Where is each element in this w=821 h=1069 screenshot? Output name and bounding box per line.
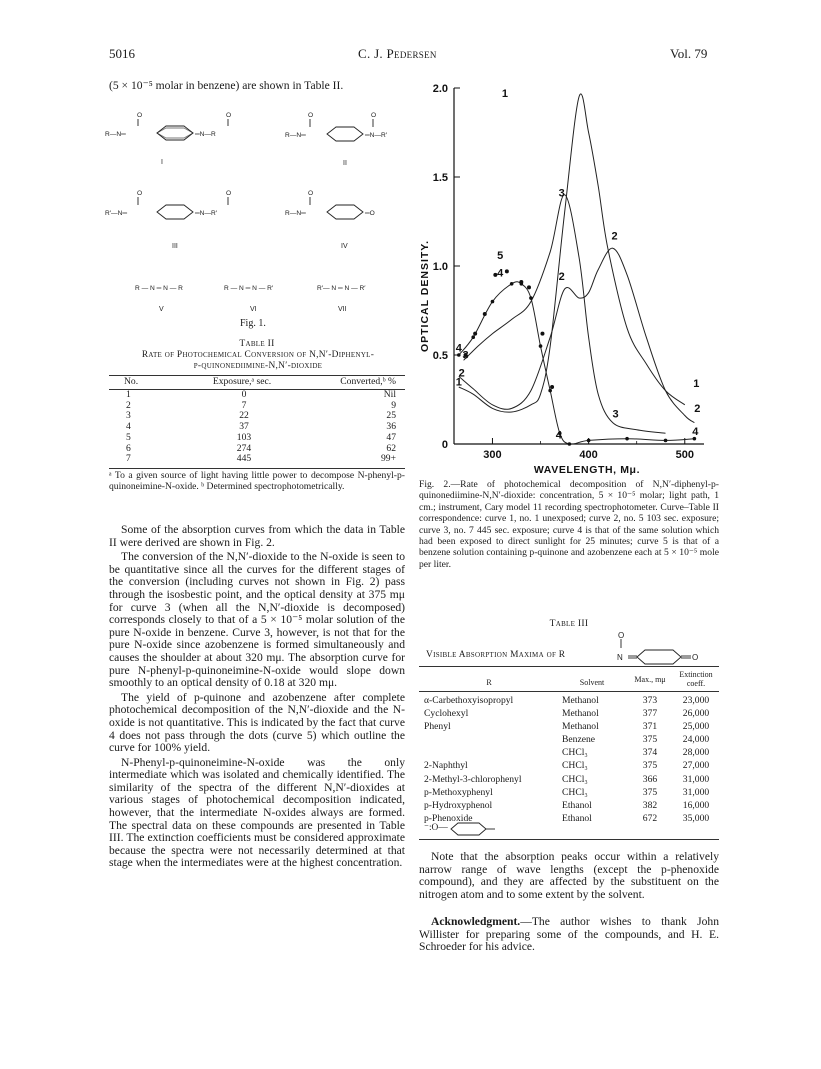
intro-text: (5 × 10⁻⁵ molar in benzene) are shown in Table II. — [109, 79, 344, 92]
fig1-numeral-i: I — [161, 159, 163, 166]
series-4-point — [491, 300, 495, 304]
table2-cell: Nil — [383, 389, 396, 400]
y-axis-label: OPTICAL DENSITY. — [419, 239, 431, 353]
fig1-v-formula: R — N ═ N — R — [135, 285, 183, 292]
table3-structure-n: N — [617, 653, 623, 662]
curve-label: 1 — [455, 376, 462, 389]
table3-row — [421, 695, 717, 706]
table3-cell: 31,000 — [682, 773, 710, 785]
table3-cell: p-Hydroxyphenol — [424, 799, 493, 811]
x-tick-label: 400 — [579, 449, 598, 461]
table2-row — [120, 401, 400, 412]
series-4-point — [664, 439, 668, 443]
left-body — [109, 524, 405, 872]
y-tick-label: 0.5 — [432, 350, 448, 362]
x-axis-label: WAVELENGTH, Mμ. — [533, 464, 641, 476]
table3-cell — [421, 747, 557, 758]
fig1-ii-right: ═N—R′ — [365, 132, 388, 139]
table3-cell: CHCl₃ — [562, 747, 588, 759]
table2-rule-bottom — [109, 468, 405, 469]
body-paragraph: The conversion of the N,N′-dioxide to the N-oxide is seen to be quantitative since all the curves for the different stages of the conversion (including curves not shown in Fig. 2) pass through the isosbestic point, and the optical density at 375 mμ for curve 3 (when all the N,N′-dioxide is decomposed) corresponds closely to that of a 5 × 10⁻⁵ molar solution of the pure N-oxide in benzene. Curve 3, however, is not that for the pure N-oxide since azobenzene is formed simultaneously and causes the shoulder at about 320 mμ. The absorption curve for pure N-phenyl-p-quinoneimine-N-oxide would slope down smoothly to an optical density of 0.18 at 320 mμ. — [109, 550, 405, 690]
table3-cell: p-Methoxyphenyl — [424, 786, 493, 798]
fig2-chart — [414, 76, 720, 476]
series-5-dot — [505, 269, 509, 273]
curve-label: 1 — [693, 378, 700, 391]
table3-cell: 31,000 — [682, 786, 710, 798]
series-1-line — [459, 94, 685, 412]
table3-header — [419, 668, 719, 690]
curve-label: 3 — [462, 349, 469, 362]
table3-body — [419, 693, 719, 826]
phenoxide-structure — [419, 822, 529, 836]
table2-cell: 1 — [126, 389, 131, 400]
curve-label: 2 — [611, 230, 618, 243]
table2-cell: 5 — [126, 431, 131, 443]
body-paragraph: N-Phenyl-p-quinoneimine-N-oxide was the only intermediate which was isolated and chemically identified. The similarity of the spectra of the different N,N′-dioxides at various stages of photochemical decomposition indicated, however, that the intermediate N-oxides always are formed. The spectral data on these compounds are presented in Table III. The extinction coefficients must be considered approximate because the spectra were not necessarily determined at that stage when the intermediates were at the highest concentration. — [109, 755, 405, 870]
table3-cell: 373 — [642, 695, 658, 706]
table3-rule-bottom — [419, 839, 719, 840]
table3-cell: Methanol — [562, 721, 599, 733]
table3-row — [421, 708, 717, 719]
body-paragraph: Note that the absorption peaks occur within a relatively narrow range of wave lengths (except the p-phenoxide compound), and they are affected by the substituent on the nitrogen atom and to some extent by the solvent. — [419, 850, 719, 901]
x-tick-label: 500 — [675, 449, 694, 461]
table2-cell: 25 — [386, 410, 396, 422]
table3-cell: Phenyl — [424, 721, 451, 733]
table3-rule-top — [419, 666, 719, 667]
table3-cell: 2-Methyl-3-chlorophenyl — [424, 773, 522, 785]
table3-row — [421, 734, 717, 745]
table3-cell: Cyclohexyl — [424, 708, 469, 720]
table2-cell: 36 — [386, 421, 396, 433]
curve-label: 1 — [501, 87, 509, 100]
table2-cell: 103 — [236, 431, 252, 443]
table3-header-max: Max., mμ — [634, 674, 666, 684]
table2-cell: 7 — [126, 453, 131, 465]
table3-row — [421, 800, 717, 811]
table3-cell: 28,000 — [682, 747, 710, 759]
series-4-point — [529, 296, 533, 300]
right-body — [419, 851, 719, 903]
fig2-caption: Fig. 2.—Rate of photochemical decomposition of N,N′-diphenyl-p-quinonediimine-N,N′-dioxide: concentration, 5 × 10⁻⁵ molar; light path, 1 cm.; instrument, Cary model 11 recording spectrophotometer. Curve–Table II correspondence: curve 1, no. 1 unexposed; curve 2, no. 5 103 sec. exposure; curve 3, no. 7 445 sec. exposure; curve 4 is that of the same solution which had been exposed to direct sunlight for 25 minutes; curve 5 is that of a benzene solution containing p-quinone and azobenzene each at 5 × 10⁻⁵ mole per liter. — [419, 479, 719, 570]
fig1-iv-left: R—N═ — [285, 210, 306, 217]
fig1-ii-left: R—N═ — [285, 132, 306, 139]
fig1-iii-oxygen-right: O — [226, 190, 232, 197]
fig1-numeral-vi: VI — [250, 306, 257, 313]
series-4-point — [510, 282, 514, 286]
table2 — [120, 377, 400, 388]
acknowledgment — [419, 916, 719, 954]
table2-title — [109, 350, 407, 372]
table2-row — [120, 444, 400, 455]
table3-structure-o-end: O — [692, 653, 699, 662]
table2-row — [120, 422, 400, 433]
table3-header-r: R — [486, 677, 492, 687]
volume-label: Vol. 79 — [670, 46, 708, 61]
page-number: 5016 — [109, 46, 135, 61]
table2-row — [120, 433, 400, 444]
series-4-point — [471, 335, 475, 339]
table3-cell: Methanol — [562, 708, 599, 720]
table3-row — [421, 787, 717, 798]
fig1-ii-oxygen-right: O — [371, 112, 377, 119]
fig1-iii-left: R′—N═ — [105, 210, 128, 217]
table2-cell: 62 — [386, 442, 396, 454]
table2-cell: 22 — [239, 410, 249, 422]
table2-body — [120, 390, 400, 465]
fig1-numeral-ii: II — [343, 160, 347, 167]
curve-label: 4 — [692, 426, 699, 439]
curve-label: 4 — [455, 342, 462, 355]
body-paragraph: The yield of p-quinone and azobenzene after complete photochemical decomposition of the N,N′-dioxide and the N-oxide is not quantitative. This is indicated by the fact that curve 4 does not pass through the dots (curve 5) which outline the curve for 100% yield. — [109, 690, 405, 755]
table2-row — [120, 390, 400, 401]
series-4-point — [625, 437, 629, 441]
table3-header-row — [421, 670, 717, 688]
table3-cell: CHCl₃ — [562, 760, 588, 772]
table3-cell: 27,000 — [682, 760, 710, 772]
fig1-iii-oxygen-left: O — [137, 190, 143, 197]
table3-cell: CHCl₃ — [562, 786, 588, 798]
y-tick-label: 2.0 — [432, 83, 448, 95]
table3-cell: 35,000 — [682, 812, 710, 824]
fig1-i-oxygen-right: O — [226, 112, 232, 119]
table2-cell: 4 — [126, 421, 131, 433]
fig1-numeral-vii: VII — [338, 306, 347, 313]
y-tick-label: 1.0 — [432, 261, 448, 273]
phenoxide-ring — [449, 822, 519, 836]
table3-structure — [595, 629, 715, 665]
table3-cell — [421, 734, 557, 745]
table2-header-converted: Converted,ᵇ % — [340, 376, 396, 387]
fig1-i-oxygen-left: O — [137, 112, 143, 119]
table3-cell: 375 — [642, 786, 658, 798]
fig1-numeral-iii: III — [172, 243, 178, 250]
table3-cell: 672 — [642, 812, 658, 824]
running-author: C. J. Pedersen — [358, 46, 437, 61]
table3-row — [421, 747, 717, 758]
table3-row — [421, 760, 717, 771]
series-4-point — [539, 344, 543, 348]
table3-cell: 371 — [642, 721, 658, 733]
curve-label: 3 — [612, 408, 619, 421]
table3-cell: p-Phenoxide — [424, 812, 473, 824]
table3-cell: 377 — [642, 708, 658, 720]
series-4-point — [548, 389, 552, 393]
table3-cell: Ethanol — [562, 812, 592, 824]
fig1-structures — [105, 108, 410, 338]
table2-footnote: ᵃ To a given source of light having little power to decompose N-phenyl-p-quinoneimine-N-oxide. ᵇ Determined spectrophotometrically. — [109, 470, 405, 493]
table2-cell: 6 — [126, 442, 131, 454]
series-4-point — [568, 442, 572, 446]
acknowledgment-text: —The author wishes to thank John Willister for preparing some of the compounds, and H. E. Schroeder for his advice. — [419, 915, 719, 954]
fig1-ii-oxygen-left: O — [308, 112, 314, 119]
table3-rule-mid — [419, 691, 719, 692]
body-paragraph: Some of the absorption curves from which the data in Table II were derived are shown in Fig. 2. — [109, 523, 405, 549]
table2-title-line2: p-quinonediimine-N,N′-dioxide — [193, 361, 323, 371]
table3-cell: Benzene — [562, 734, 596, 746]
table3-cell: 382 — [642, 799, 658, 811]
table3-label: Table III — [549, 618, 589, 629]
acknowledgment-heading: Acknowledgment. — [431, 915, 521, 928]
fig1-iii-right: ═N—R′ — [195, 210, 218, 217]
fig1-caption: Fig. 1. — [240, 318, 266, 329]
table3-cell: 375 — [642, 734, 658, 746]
curve-label: 4 — [497, 267, 504, 280]
table3-header-extinction: Extinction coeff. — [679, 670, 713, 688]
fig1-i-right: ═N—R — [195, 131, 216, 138]
table3-cell: 2-Naphthyl — [424, 760, 468, 772]
table3-row — [421, 721, 717, 732]
series-5-dot — [527, 285, 531, 289]
table2-row — [120, 454, 400, 465]
series-3-line — [464, 195, 666, 434]
table3-cell: 375 — [642, 760, 658, 772]
series-5-dot — [473, 332, 477, 336]
table2-cell: 3 — [126, 410, 131, 422]
curve-label: 2 — [694, 402, 701, 415]
table2-row — [120, 411, 400, 422]
fig1-vi-formula: R — N ═ N — R′ — [224, 285, 274, 292]
fig1-iv-oxygen: O — [308, 190, 314, 197]
table2-cell: 445 — [236, 453, 252, 465]
table3-cell: 374 — [642, 747, 658, 759]
table3-structure-o-top: O — [618, 631, 625, 640]
table2-title-line1: Rate of Photochemical Conversion of N,N′-Diphenyl- — [141, 350, 375, 360]
series-5-dot — [540, 332, 544, 336]
table3-cell: Ethanol — [562, 799, 592, 811]
curve-label: 2 — [558, 271, 565, 284]
table3-cell: Methanol — [562, 695, 599, 706]
fig1-numeral-v: V — [159, 306, 164, 313]
curve-label: 3 — [558, 187, 565, 200]
table3-row — [421, 774, 717, 785]
y-tick-label: 1.5 — [432, 172, 448, 184]
table2-cell: 37 — [239, 421, 249, 433]
table3-cell: 16,000 — [682, 799, 710, 811]
series-5-dot — [483, 312, 487, 316]
table2-header-no: No. — [124, 376, 139, 387]
table2-header-exposure: Exposure,ᵃ sec. — [212, 376, 272, 387]
table2-cell: 0 — [241, 389, 247, 400]
fig1-iv-right: ═O — [365, 210, 375, 217]
table2-label: Table II — [239, 338, 275, 349]
table2-cell: 47 — [386, 431, 396, 443]
series-5-dot — [519, 280, 523, 284]
table3-cell: 25,000 — [682, 721, 710, 733]
x-tick-label: 300 — [483, 449, 502, 461]
table3-cell: 26,000 — [682, 708, 710, 720]
series-5-dot — [550, 385, 554, 389]
table2-cell: 2 — [126, 399, 131, 411]
table3-cell: CHCl₃ — [562, 773, 588, 785]
table3-cell: α-Carbethoxyisopropyl — [424, 695, 514, 706]
fig1-i-left: R—N═ — [105, 131, 126, 138]
phenoxide-formula: ⁻:O— — [424, 823, 448, 833]
table3-title: Visible Absorption Maxima of R — [426, 650, 566, 660]
table3-title-block — [419, 629, 719, 665]
fig1-vii-formula: R′— N ═ N — R′ — [317, 285, 366, 292]
table3-cell: 24,000 — [682, 734, 710, 746]
curve-label: 2 — [458, 367, 465, 380]
table3-header-solvent: Solvent — [579, 677, 605, 687]
series-4-point — [587, 439, 591, 443]
table2-cell: 99+ — [380, 453, 396, 465]
table2-cell: 274 — [236, 442, 252, 454]
table3-cell: 366 — [642, 773, 658, 785]
table2-header-row — [120, 377, 400, 388]
curve-label: 5 — [497, 249, 504, 262]
curve-label: 4 — [555, 429, 562, 442]
series-4-line — [459, 282, 695, 444]
y-tick-label: 0 — [441, 439, 448, 451]
table2-cell: 7 — [241, 399, 247, 411]
fig1-numeral-iv: IV — [341, 243, 348, 250]
table3-cell: 23,000 — [682, 695, 710, 706]
table2-cell: 9 — [391, 399, 396, 411]
